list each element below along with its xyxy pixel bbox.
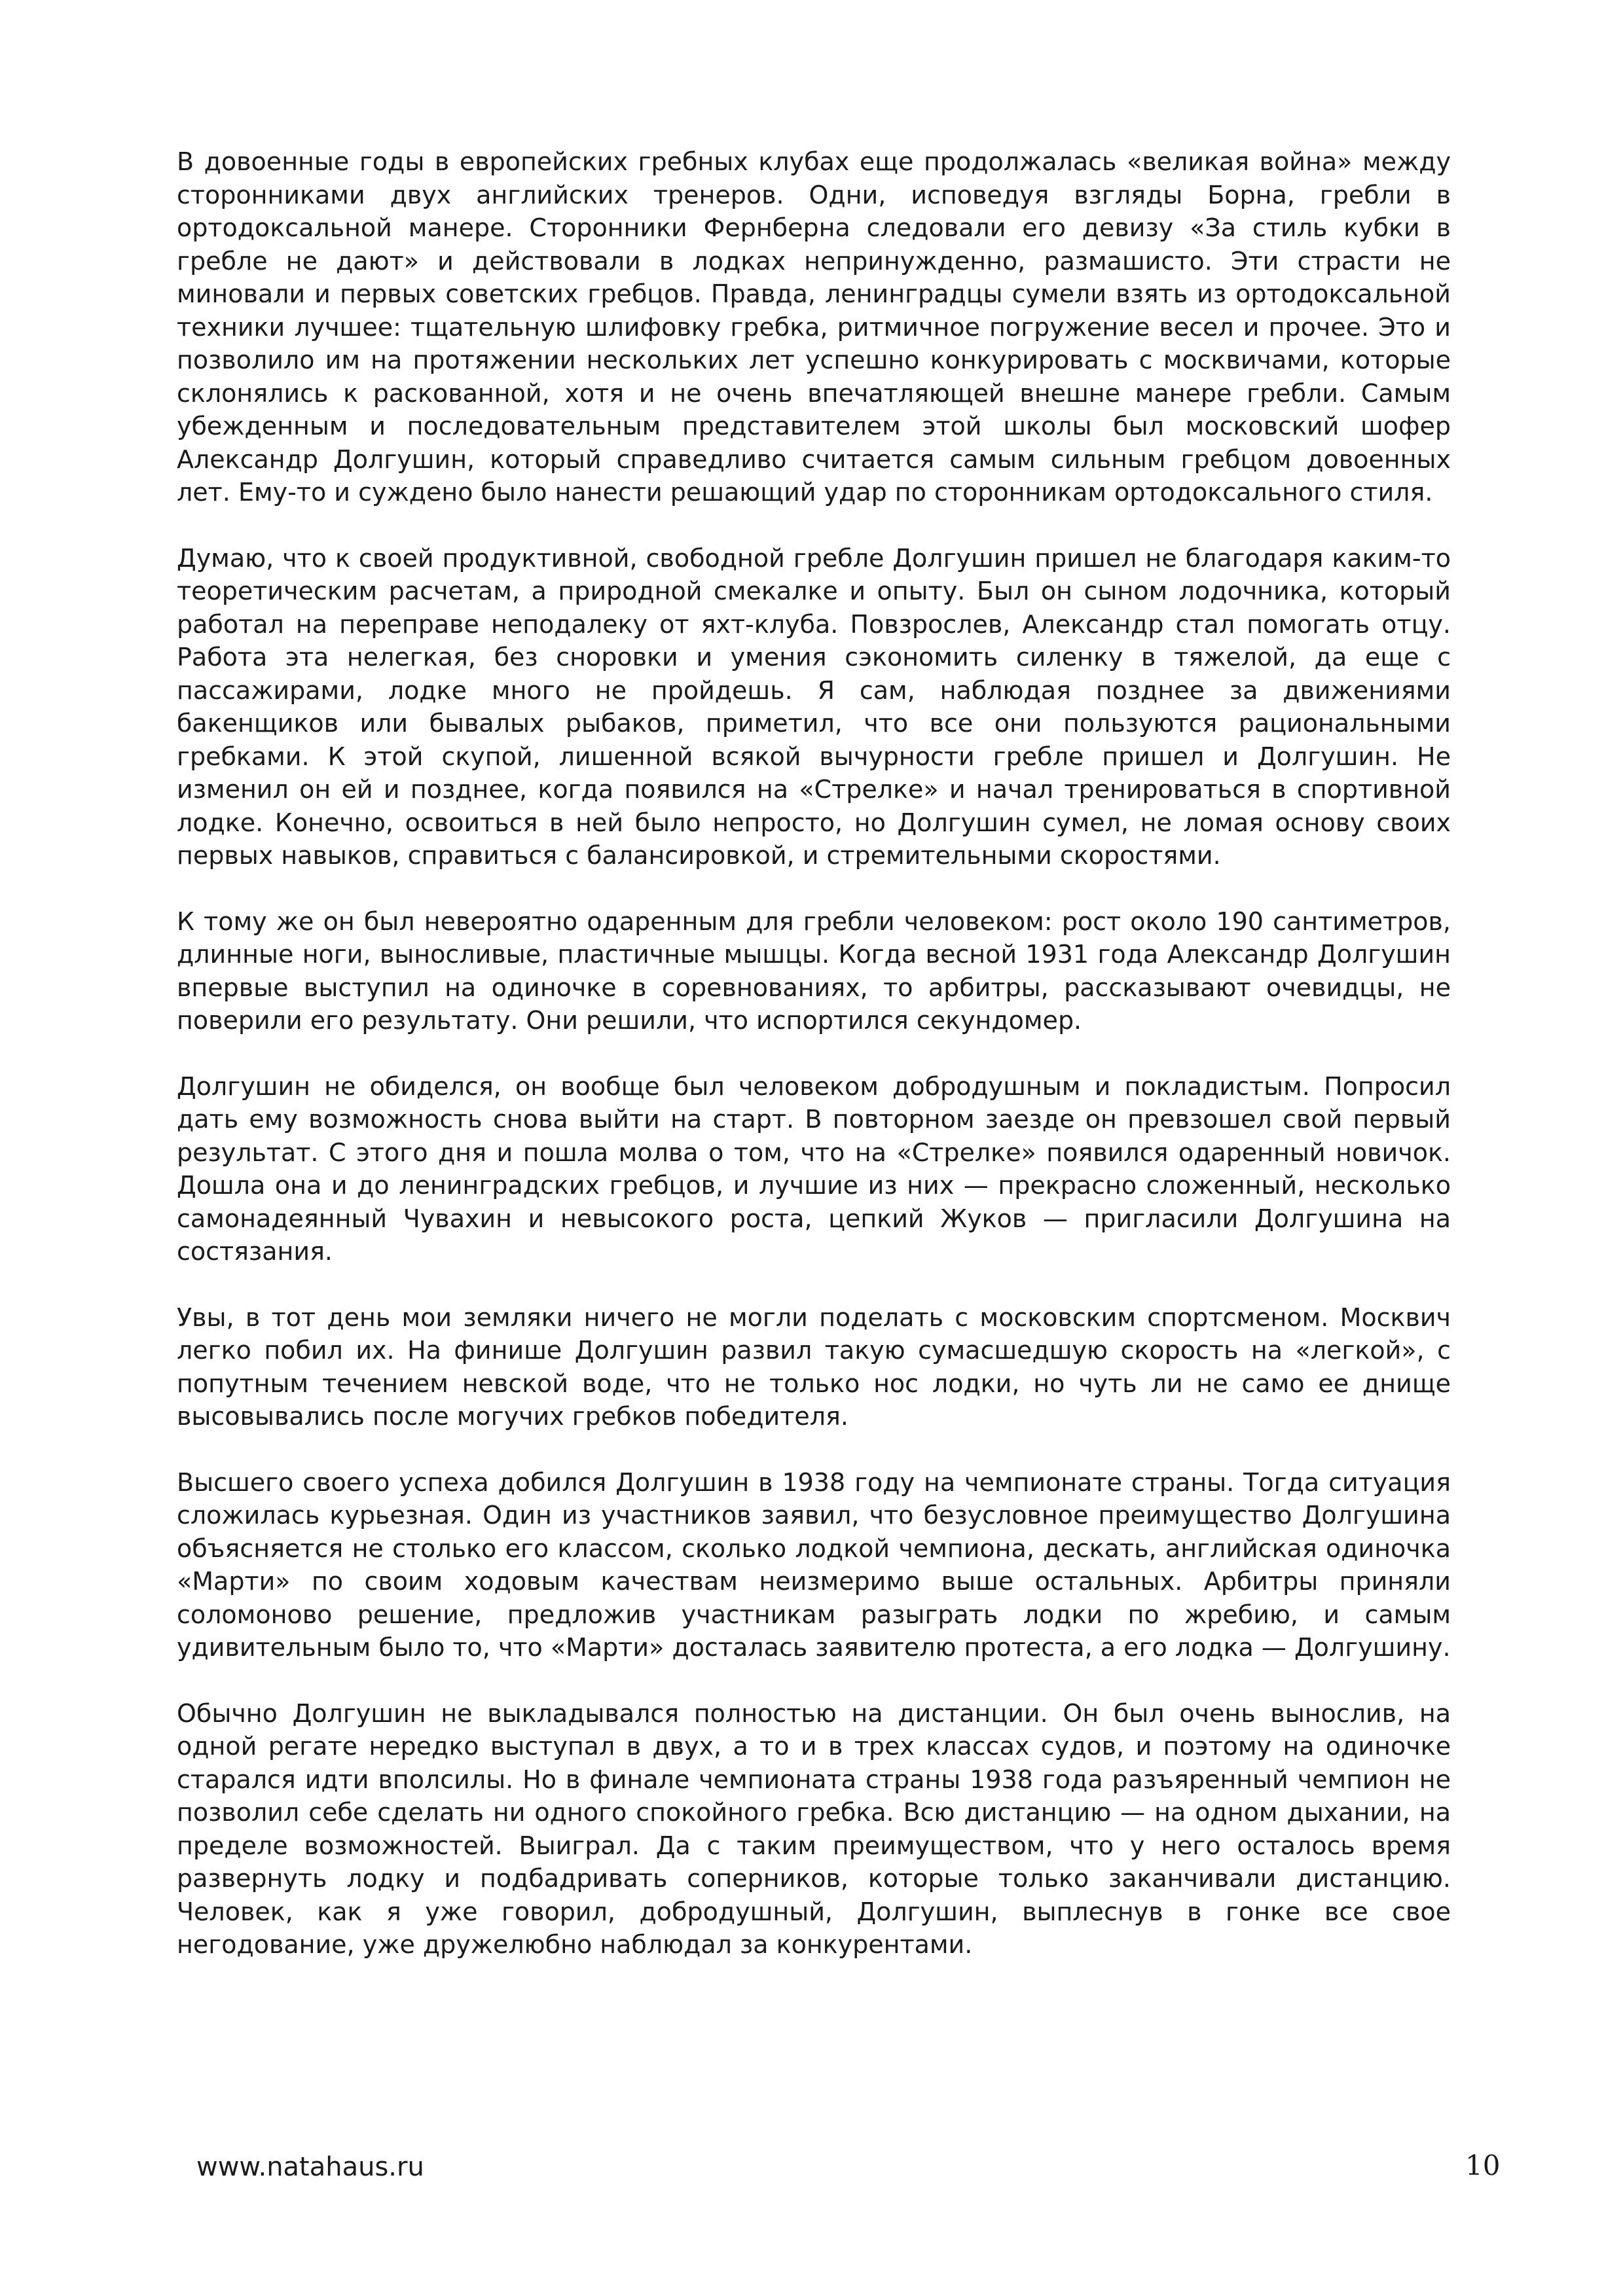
paragraph-2: Думаю, что к своей продуктивной, свободной гребле Долгушин пришел не благодаря каким-то теоретическим расчетам, а природной смекалке и опыту. Был он сыном лодочника, который работал на переправе неподалеку от яхт-клуба. Повзрослев, Александр стал помогать отцу. Работа эта нелегкая, без сноровки и умения сэкономить силенку в тяжелой, да еще с пассажирами, лодке много не пройдешь. Я сам, наблюдая позднее за движениями бакенщиков или бывалых рыбаков, приметил, что все они пользуются рациональными гребками. К этой скупой, лишенной всякой вычурности гребле пришел и Долгушин. Не изменил он ей и позднее, когда появился на «Стрелке» и начал тренироваться в спортивной лодке. Конечно, освоиться в ней было непросто, но Долгушин сумел, не ломая основу своих первых навыков, справиться с балансировкой, и стремительными скоростями. (177, 543, 1451, 870)
page-number: 10 (1465, 2149, 1501, 2181)
paragraph-4: Долгушин не обиделся, он вообще был человеком добродушным и покладистым. Попросил дать ему возможность снова выйти на старт. В повторном заезде он превзошел свой первый результат. С этого дня и пошла молва о том, что на «Стрелке» появился одаренный новичок. Дошла она и до ленинградских гребцов, и лучшие из них — прекрасно сложенный, несколько самонадеянный Чувахин и невысокого роста, цепкий Жуков — пригласили Долгушина на состязания. (177, 1071, 1451, 1266)
paragraph-6: Высшего своего успеха добился Долгушин в 1938 году на чемпионате страны. Тогда ситуация сложилась курьезная. Один из участников заявил, что безусловное преимущество Долгушина объясняется не столько его классом, сколько лодкой чемпиона, дескать, английская одиночка «Марти» по своим ходовым качествам неизмеримо выше остальных. Арбитры приняли соломоново решение, предложив участникам разыграть лодки по жребию, и самым удивительным было то, что «Марти» досталась заявителю протеста, а его лодка — Долгушину. (177, 1467, 1451, 1662)
paragraph-5: Увы, в тот день мои земляки ничего не могли поделать с московским спортсменом. Москвич легко побил их. На финише Долгушин развил такую сумасшедшую скорость на «легкой», с попутным течением невской воде, что не только нос лодки, но чуть ли не само ее днище высовывались после могучих гребков победителя. (177, 1302, 1451, 1431)
paragraph-3: К тому же он был невероятно одаренным для гребли человеком: рост около 190 сантиметров, длинные ноги, выносливые, пластичные мышцы. Когда весной 1931 года Александр Долгушин впервые выступил на одиночке в соревнованиях, то арбитры, рассказывают очевидцы, не поверили его результату. Они решили, что испортился секундомер. (177, 906, 1451, 1035)
paragraph-1: В довоенные годы в европейских гребных клубах еще продолжалась «великая война» между сторонниками двух английских тренеров. Одни, исповедуя взгляды Борна, гребли в ортодоксальной манере. Сторонники Фернберна следовали его девизу «За стиль кубки в гребле не дают» и действовали в лодках непринужденно, размашисто. Эти страсти не миновали и первых советских гребцов. Правда, ленинградцы сумели взять из ортодоксальной техники лучшее: тщательную шлифовку гребка, ритмичное погружение весел и прочее. Это и позволило им на протяжении нескольких лет успешно конкурировать с москвичами, которые склонялись к раскованной, хотя и не очень впечатляющей внешне манере гребли. Самым убежденным и последовательным представителем этой школы был московский шофер Александр Долгушин, который справедливо считается самым сильным гребцом довоенных лет. Ему-то и суждено было нанести решающий удар по сторонникам ортодоксального стиля. (177, 147, 1451, 507)
article-body (177, 145, 1451, 1994)
footer-website-link[interactable]: www.natahaus.ru (196, 2152, 424, 2182)
paragraph-7: Обычно Долгушин не выкладывался полностью на дистанции. Он был очень вынослив, на одной регате нередко выступал в двух, а то и в трех классах судов, и поэтому на одиночке старался идти вполсилы. Но в финале чемпионата страны 1938 года разъяренный чемпион не позволил себе сделать ни одного спокойного гребка. Всю дистанцию — на одном дыхании, на пределе возможностей. Выиграл. Да с таким преимуществом, что у него осталось время развернуть лодку и подбадривать соперников, которые только заканчивали дистанцию. Человек, как я уже говорил, добродушный, Долгушин, выплеснув в гонке все свое негодование, уже дружелюбно наблюдал за конкурентами. (177, 1698, 1451, 1959)
